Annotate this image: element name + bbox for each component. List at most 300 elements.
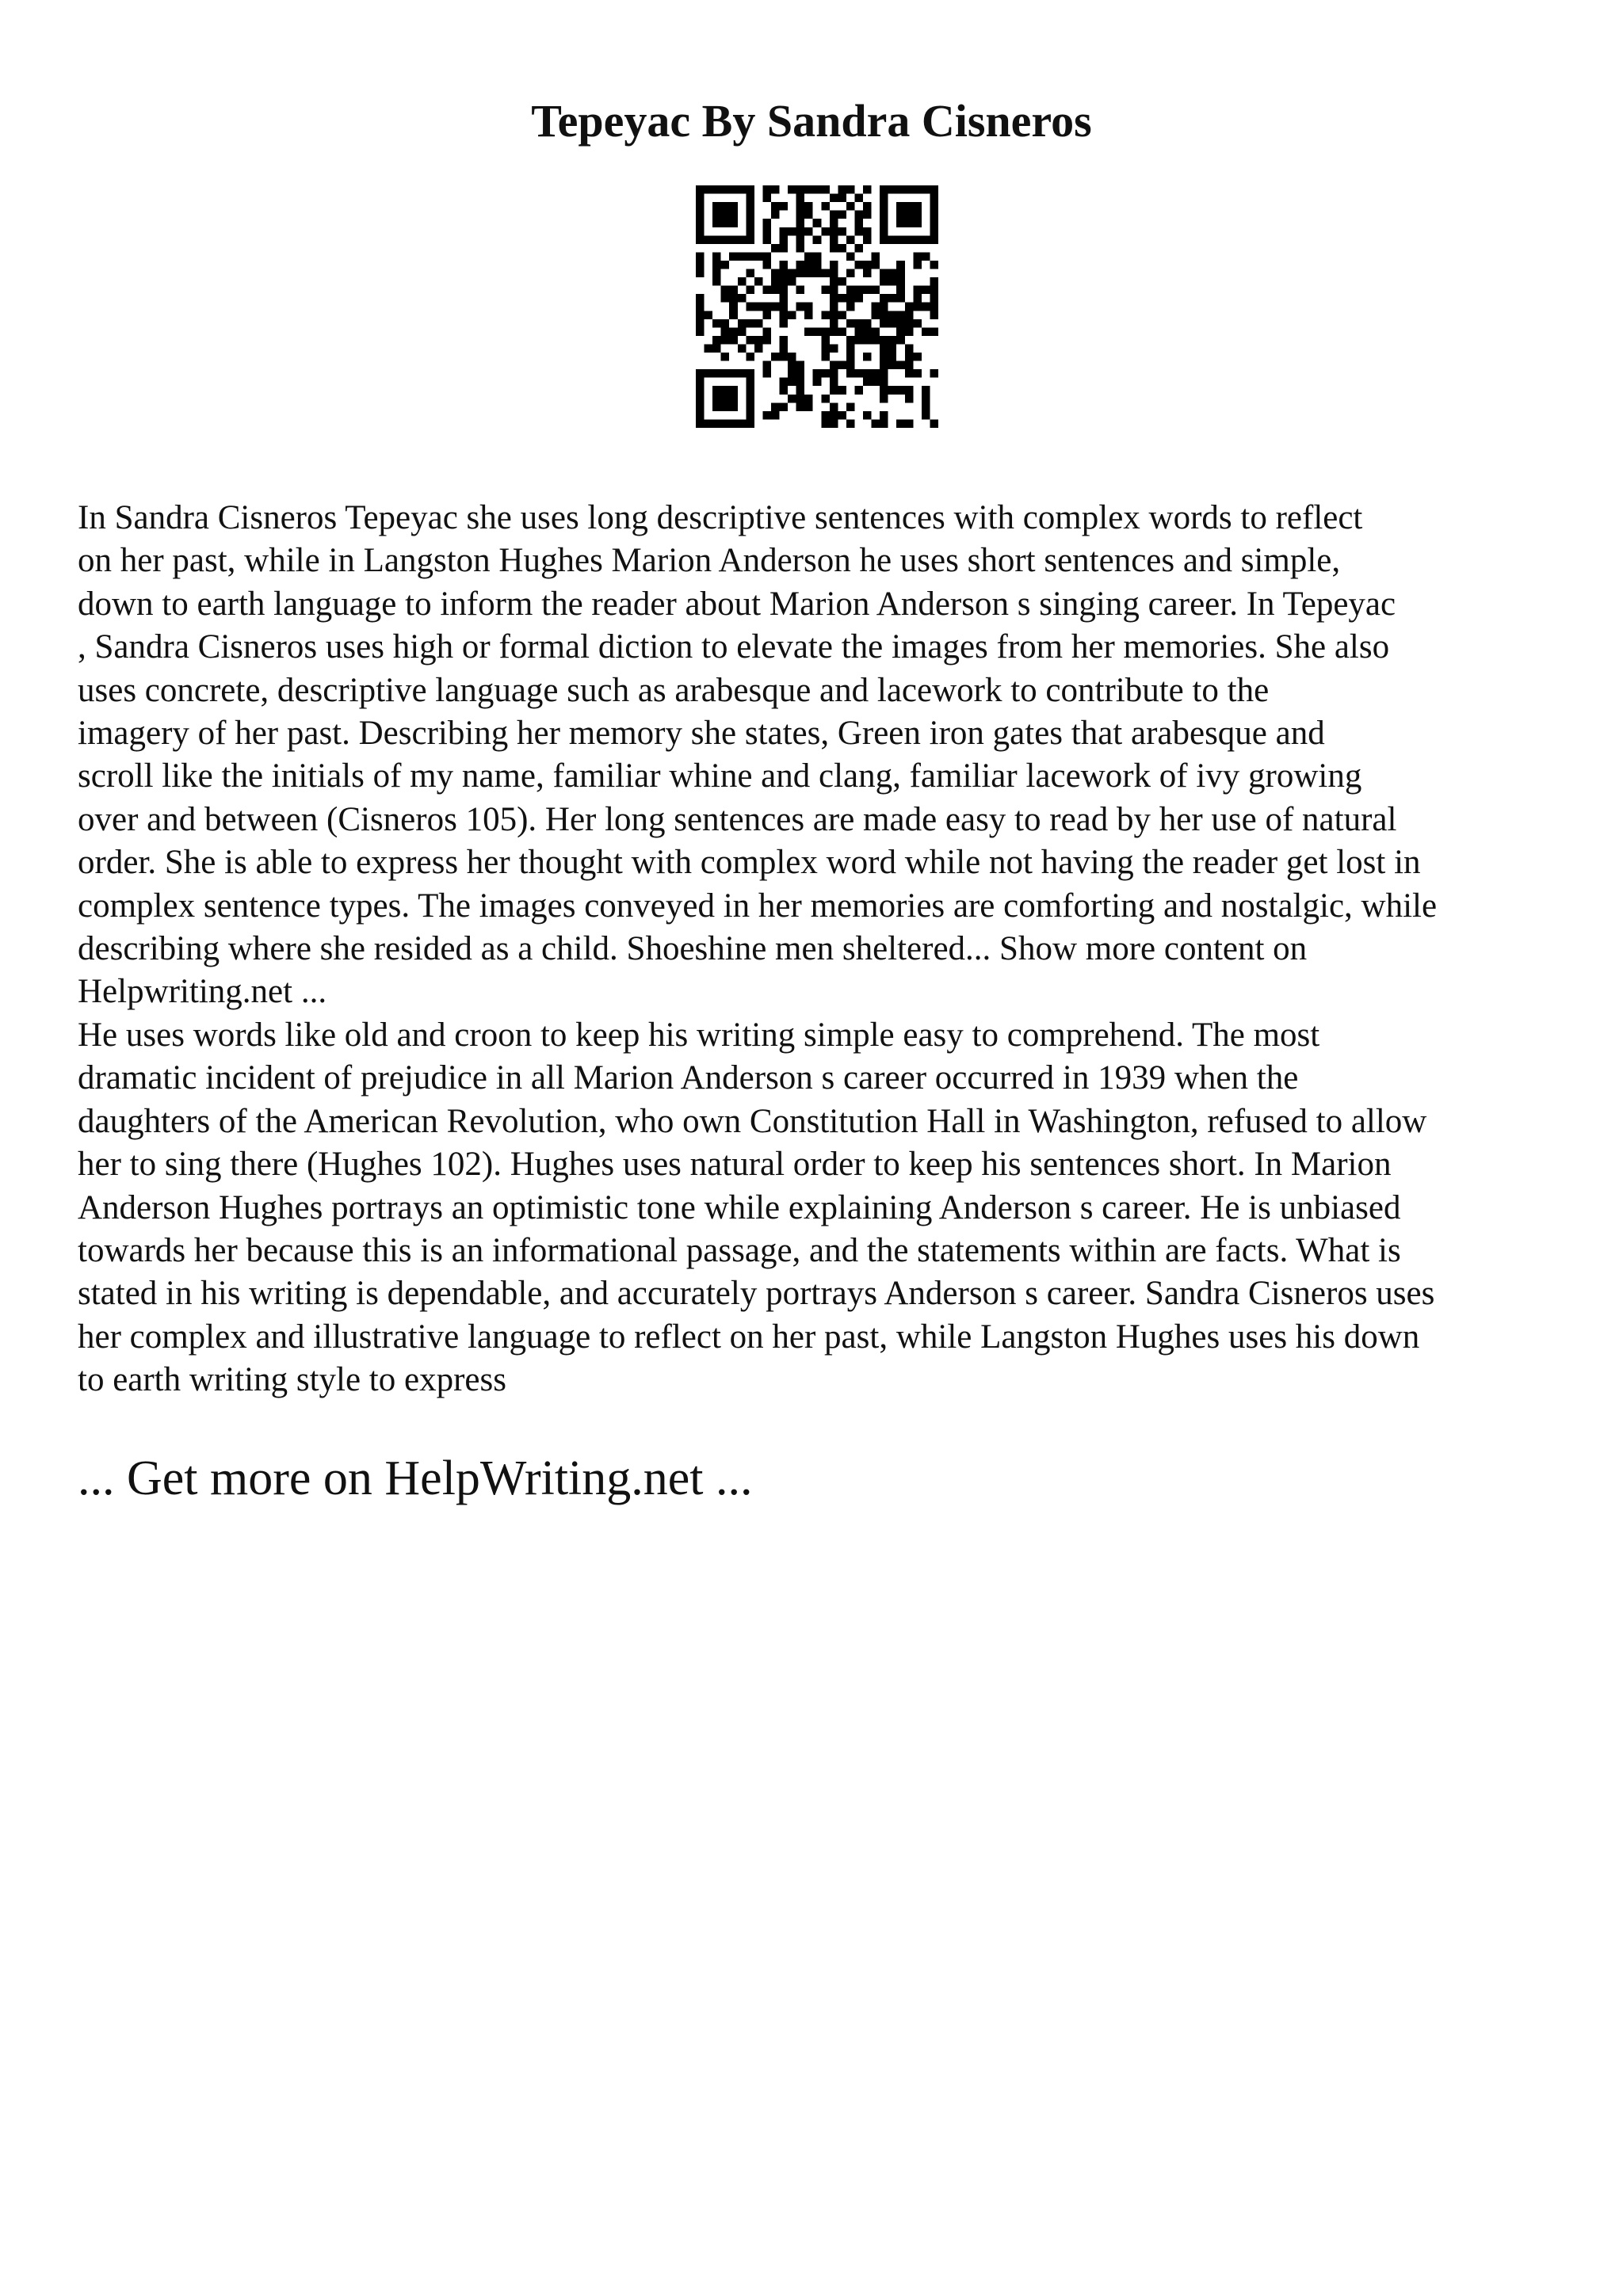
body-line: down to earth language to inform the reader about Marion Anderson s singing career. In Tepeyac [78, 585, 1396, 623]
qr-module [746, 419, 754, 428]
qr-module [880, 211, 888, 219]
qr-module [905, 327, 914, 336]
qr-module [796, 219, 805, 227]
qr-module [721, 369, 730, 378]
qr-module [738, 344, 747, 353]
body-line: describing where she resided as a child. Shoeshine men sheltered... Show more content on [78, 930, 1308, 968]
qr-module [880, 361, 888, 370]
qr-module [813, 235, 822, 244]
qr-module [913, 185, 922, 194]
qr-module [888, 185, 897, 194]
qr-module [746, 395, 754, 403]
qr-module [854, 369, 863, 378]
qr-module [729, 369, 738, 378]
qr-module [788, 185, 796, 194]
qr-module [771, 211, 780, 219]
qr-module [930, 294, 938, 303]
qr-module [888, 235, 897, 244]
qr-module [712, 336, 721, 345]
body-line: , Sandra Cisneros uses high or formal diction to elevate the images from her memories. She also [78, 628, 1390, 666]
qr-module [905, 386, 914, 395]
qr-module [721, 402, 730, 411]
qr-module [863, 369, 872, 378]
qr-module [930, 369, 938, 378]
qr-module [880, 319, 888, 328]
qr-module [738, 369, 747, 378]
qr-module [712, 202, 721, 211]
qr-module [896, 419, 905, 428]
qr-module [738, 277, 747, 286]
qr-module [846, 252, 855, 261]
body-line: order. She is able to express her thought with complex word while not having the reader get lost in [78, 844, 1421, 882]
qr-module [872, 419, 880, 428]
qr-module [838, 244, 846, 253]
qr-module [696, 411, 705, 420]
qr-module [696, 419, 705, 428]
qr-module [696, 303, 705, 311]
qr-module [880, 378, 888, 387]
qr-module [780, 202, 789, 211]
qr-module [746, 369, 754, 378]
qr-module [721, 261, 730, 269]
qr-module [721, 286, 730, 295]
qr-module [754, 336, 763, 345]
qr-module [729, 402, 738, 411]
qr-module [712, 235, 721, 244]
qr-module [930, 202, 938, 211]
qr-module [712, 219, 721, 227]
qr-module [896, 235, 905, 244]
qr-module [780, 235, 789, 244]
qr-module [696, 311, 705, 319]
qr-module [863, 336, 872, 345]
qr-module [788, 269, 796, 278]
qr-module [838, 194, 846, 203]
qr-module [721, 202, 730, 211]
qr-module [696, 235, 705, 244]
qr-module [712, 395, 721, 403]
qr-module [846, 361, 855, 370]
qr-module [746, 386, 754, 395]
qr-module [863, 319, 872, 328]
qr-module [796, 369, 805, 378]
qr-module [905, 219, 914, 227]
qr-module [771, 303, 780, 311]
qr-module [863, 353, 872, 361]
qr-module [746, 252, 754, 261]
qr-module [696, 185, 705, 194]
qr-module [838, 294, 846, 303]
qr-module [880, 386, 888, 395]
qr-module [729, 294, 738, 303]
qr-module [788, 277, 796, 286]
qr-module [830, 211, 838, 219]
qr-module [746, 185, 754, 194]
qr-module [905, 419, 914, 428]
qr-module [780, 277, 789, 286]
qr-module [896, 319, 905, 328]
qr-module [880, 277, 888, 286]
qr-module [746, 411, 754, 420]
qr-module [888, 344, 897, 353]
qr-module [905, 303, 914, 311]
qr-module [804, 211, 813, 219]
qr-module [863, 235, 872, 244]
qr-code-icon[interactable] [696, 185, 938, 428]
qr-module [729, 211, 738, 219]
qr-module [796, 235, 805, 244]
qr-module [804, 185, 813, 194]
body-line: stated in his writing is dependable, and accurately portrays Anderson s career. Sandra Cisneros uses [78, 1275, 1435, 1313]
qr-module [738, 252, 747, 261]
qr-module [872, 378, 880, 387]
qr-code-graphic [696, 185, 938, 428]
qr-module [729, 386, 738, 395]
qr-module [880, 185, 888, 194]
qr-module [854, 227, 863, 236]
qr-module [762, 311, 771, 319]
qr-module [913, 235, 922, 244]
qr-module [913, 294, 922, 303]
qr-module [771, 411, 780, 420]
qr-module [905, 361, 914, 370]
qr-module [880, 294, 888, 303]
qr-module [712, 369, 721, 378]
qr-module [780, 353, 789, 361]
qr-module [888, 269, 897, 278]
qr-module [780, 286, 789, 295]
qr-module [863, 202, 872, 211]
qr-module [712, 252, 721, 261]
qr-module [712, 344, 721, 353]
qr-module [830, 303, 838, 311]
body-line: daughters of the American Revolution, who own Constitution Hall in Washington, refused to allow [78, 1102, 1427, 1140]
qr-module [729, 395, 738, 403]
qr-module [905, 202, 914, 211]
qr-module [830, 269, 838, 278]
qr-module [905, 235, 914, 244]
qr-module [913, 303, 922, 311]
qr-module [721, 327, 730, 336]
qr-module [913, 211, 922, 219]
qr-module [888, 294, 897, 303]
qr-module [721, 294, 730, 303]
qr-module [905, 344, 914, 353]
qr-module [738, 319, 747, 328]
qr-module [721, 219, 730, 227]
qr-module [796, 211, 805, 219]
qr-module [729, 286, 738, 295]
qr-module [746, 353, 754, 361]
qr-module [922, 402, 930, 411]
body-line: Helpwriting.net ... [78, 973, 327, 1011]
qr-module [830, 319, 838, 328]
qr-module [796, 202, 805, 211]
qr-module [846, 353, 855, 361]
qr-module [863, 261, 872, 269]
qr-module [821, 327, 830, 336]
qr-module [880, 194, 888, 203]
qr-module [771, 244, 780, 253]
qr-module [813, 185, 822, 194]
qr-module [780, 269, 789, 278]
qr-module [712, 277, 721, 286]
qr-module [796, 395, 805, 403]
qr-module [754, 277, 763, 286]
qr-module [813, 269, 822, 278]
qr-module [746, 336, 754, 345]
qr-module [762, 369, 771, 378]
body-line: dramatic incident of prejudice in all Marion Anderson s career occurred in 1939 when the [78, 1059, 1299, 1097]
qr-module [712, 185, 721, 194]
qr-module [771, 402, 780, 411]
qr-module [771, 286, 780, 295]
qr-module [930, 277, 938, 286]
qr-module [872, 369, 880, 378]
qr-module [913, 219, 922, 227]
qr-module [863, 211, 872, 219]
qr-module [796, 194, 805, 203]
qr-module [780, 402, 789, 411]
qr-module [880, 303, 888, 311]
qr-module [863, 411, 872, 420]
qr-module [888, 277, 897, 286]
qr-module [896, 361, 905, 370]
qr-module [712, 402, 721, 411]
qr-module [696, 194, 705, 203]
qr-module [854, 319, 863, 328]
qr-module [762, 235, 771, 244]
qr-module [796, 261, 805, 269]
qr-module [830, 361, 838, 370]
qr-module [788, 378, 796, 387]
qr-module [880, 344, 888, 353]
qr-module [729, 327, 738, 336]
qr-module [880, 419, 888, 428]
body-line: towards her because this is an informational passage, and the statements within are facts. What is [78, 1231, 1401, 1269]
qr-module [746, 211, 754, 219]
qr-module [696, 211, 705, 219]
qr-module [838, 386, 846, 395]
qr-module [846, 402, 855, 411]
qr-module [696, 252, 705, 261]
qr-module [905, 211, 914, 219]
qr-module [830, 386, 838, 395]
qr-module [705, 344, 713, 353]
qr-module [762, 219, 771, 227]
qr-module [888, 311, 897, 319]
qr-module [813, 327, 822, 336]
qr-module [930, 286, 938, 295]
qr-module [821, 353, 830, 361]
qr-module [813, 369, 822, 378]
qr-module [796, 227, 805, 236]
qr-module [796, 386, 805, 395]
qr-module [813, 261, 822, 269]
body-line: complex sentence types. The images conveyed in her memories are comforting and nostalgic, while [78, 887, 1438, 925]
body-line: Anderson Hughes portrays an optimistic tone while explaining Anderson s career. He is unbiased [78, 1188, 1401, 1226]
qr-module [888, 361, 897, 370]
qr-module [696, 261, 705, 269]
qr-module [821, 369, 830, 378]
qr-module [838, 227, 846, 236]
qr-module [913, 261, 922, 269]
qr-module [738, 235, 747, 244]
qr-module [930, 327, 938, 336]
qr-module [880, 227, 888, 236]
qr-module [754, 303, 763, 311]
qr-module [754, 344, 763, 353]
qr-module [821, 227, 830, 236]
qr-module [721, 319, 730, 328]
article-body [78, 497, 1568, 1402]
qr-module [696, 269, 705, 278]
qr-module [930, 419, 938, 428]
qr-module [888, 386, 897, 395]
qr-module [830, 244, 838, 253]
qr-module [746, 269, 754, 278]
body-line: uses concrete, descriptive language such as arabesque and lacework to contribute to the [78, 671, 1270, 709]
qr-module [746, 402, 754, 411]
qr-module [830, 277, 838, 286]
qr-module [838, 185, 846, 194]
qr-module [721, 395, 730, 403]
qr-module [729, 252, 738, 261]
body-line: her complex and illustrative language to reflect on her past, while Langston Hughes uses his down [78, 1318, 1420, 1356]
qr-module [922, 252, 930, 261]
qr-module [696, 386, 705, 395]
qr-module [729, 235, 738, 244]
qr-module [712, 386, 721, 395]
qr-module [922, 286, 930, 295]
qr-module [804, 202, 813, 211]
qr-module [854, 211, 863, 219]
qr-module [804, 269, 813, 278]
qr-module [804, 227, 813, 236]
get-more-link[interactable]: ... Get more on HelpWriting.net ... [78, 1451, 753, 1505]
qr-module [796, 269, 805, 278]
qr-module [705, 185, 713, 194]
qr-module [696, 327, 705, 336]
body-line: In Sandra Cisneros Tepeyac she uses long descriptive sentences with complex words to reflect [78, 499, 1363, 536]
qr-module [771, 185, 780, 194]
qr-module [913, 286, 922, 295]
qr-module [762, 327, 771, 336]
qr-module [762, 286, 771, 295]
qr-module [796, 286, 805, 295]
qr-module [838, 327, 846, 336]
qr-module [838, 311, 846, 319]
qr-module [896, 261, 905, 269]
body-line: He uses words like old and croon to keep his writing simple easy to comprehend. The most [78, 1016, 1320, 1054]
qr-module [754, 252, 763, 261]
qr-module [830, 294, 838, 303]
qr-module [804, 252, 813, 261]
qr-module [905, 353, 914, 361]
qr-module [696, 227, 705, 236]
qr-module [780, 311, 789, 319]
qr-module [863, 227, 872, 236]
qr-module [746, 303, 754, 311]
qr-module [762, 411, 771, 420]
qr-module [738, 419, 747, 428]
qr-module [880, 411, 888, 420]
qr-module [896, 311, 905, 319]
qr-module [762, 194, 771, 203]
qr-module [721, 185, 730, 194]
qr-module [863, 269, 872, 278]
qr-module [913, 319, 922, 328]
qr-module [796, 303, 805, 311]
qr-module [771, 269, 780, 278]
qr-module [830, 227, 838, 236]
qr-module [729, 336, 738, 345]
qr-module [696, 219, 705, 227]
qr-module [804, 311, 813, 319]
qr-module [880, 395, 888, 403]
qr-module [788, 395, 796, 403]
qr-module [846, 336, 855, 345]
qr-module [930, 261, 938, 269]
qr-module [854, 194, 863, 203]
qr-module [922, 185, 930, 194]
qr-module [905, 319, 914, 328]
qr-module [821, 336, 830, 345]
qr-module [863, 286, 872, 295]
qr-module [896, 185, 905, 194]
qr-module [821, 411, 830, 420]
qr-module [729, 202, 738, 211]
qr-module [788, 311, 796, 319]
qr-module [872, 252, 880, 261]
qr-module [922, 386, 930, 395]
qr-module [780, 344, 789, 353]
qr-module [696, 378, 705, 387]
qr-module [846, 269, 855, 278]
qr-module [922, 327, 930, 336]
qr-module [872, 286, 880, 295]
qr-module [905, 185, 914, 194]
qr-module [746, 202, 754, 211]
qr-module [888, 353, 897, 361]
qr-module [705, 311, 713, 319]
qr-module [821, 344, 830, 353]
qr-module [762, 361, 771, 370]
qr-module [696, 294, 705, 303]
qr-module [721, 211, 730, 219]
qr-module [788, 369, 796, 378]
qr-module [780, 378, 789, 387]
qr-module [712, 211, 721, 219]
qr-module [896, 269, 905, 278]
qr-module [913, 353, 922, 361]
body-line: imagery of her past. Describing her memory she states, Green iron gates that arabesque and [78, 715, 1325, 753]
qr-module [821, 419, 830, 428]
qr-module [696, 369, 705, 378]
qr-module [830, 411, 838, 420]
qr-module [888, 336, 897, 345]
qr-module [696, 202, 705, 211]
qr-module [780, 294, 789, 303]
qr-module [830, 261, 838, 269]
qr-module [872, 303, 880, 311]
qr-module [846, 235, 855, 244]
qr-module [738, 294, 747, 303]
qr-module [712, 419, 721, 428]
body-line: scroll like the initials of my name, familiar whine and clang, familiar lacework of ivy growing [78, 757, 1362, 795]
qr-module [854, 244, 863, 253]
qr-module [838, 411, 846, 420]
